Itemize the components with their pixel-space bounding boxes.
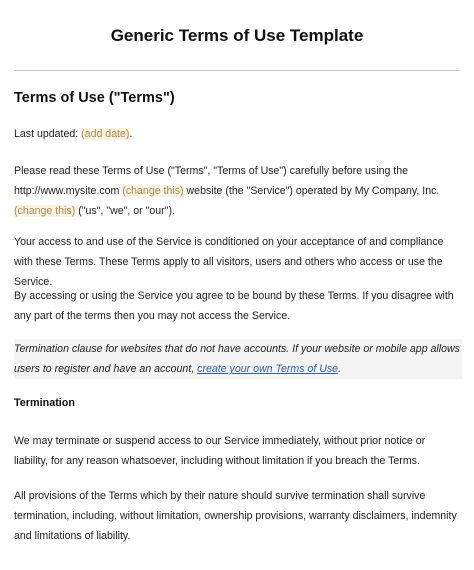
site-url: http://www.mysite.com — [14, 185, 120, 197]
survive-paragraph: All provisions of the Terms which by their nature should survive termination shall survive termination, including, without limitation, ownership provisions, warranty disclaimers, indemnity and limitations of liability. — [14, 490, 457, 542]
intro-paragraph: Please read these Terms of Use ("Terms", "Terms of Use") carefully before using the http://www.mysite.com (change this) website (the "Service") operated by My Company, Inc. (change this) ("us", "we", or "our"). — [14, 165, 440, 217]
agree-paragraph: By accessing or using the Service you agree to be bound by these Terms. If you disagree with any part of the terms then you may not access the Service. — [14, 290, 454, 322]
access-paragraph: Your access to and use of the Service is conditioned on your acceptance of and compliance with these Terms. These Terms apply to all visitors, users and others who access or use the Service. — [14, 236, 444, 288]
terminate-paragraph: We may terminate or suspend access to our Service immediately, without prior notice or liability, for any reason whatsoever, including without limitation if you breach the Terms. — [14, 435, 426, 467]
title-divider — [14, 70, 460, 71]
last-updated-label: Last updated: — [14, 128, 82, 140]
last-updated-line: Last updated: (add date). — [14, 128, 133, 140]
note-paragraph: Termination clause for websites that do not have accounts. If your website or mobile app allows users to register and have an account, create your own Terms of Use. — [14, 339, 462, 379]
termination-heading: Termination — [14, 397, 75, 409]
section-title: Terms of Use ("Terms") — [14, 90, 175, 106]
document-title: Generic Terms of Use Template — [110, 26, 364, 45]
company-name: My Company, Inc. — [354, 185, 440, 197]
url-placeholder: (change this) — [122, 185, 184, 197]
date-placeholder: (add date) — [81, 128, 130, 140]
company-placeholder: (change this) — [14, 205, 76, 217]
create-terms-link[interactable]: create your own Terms of Use — [197, 363, 339, 375]
